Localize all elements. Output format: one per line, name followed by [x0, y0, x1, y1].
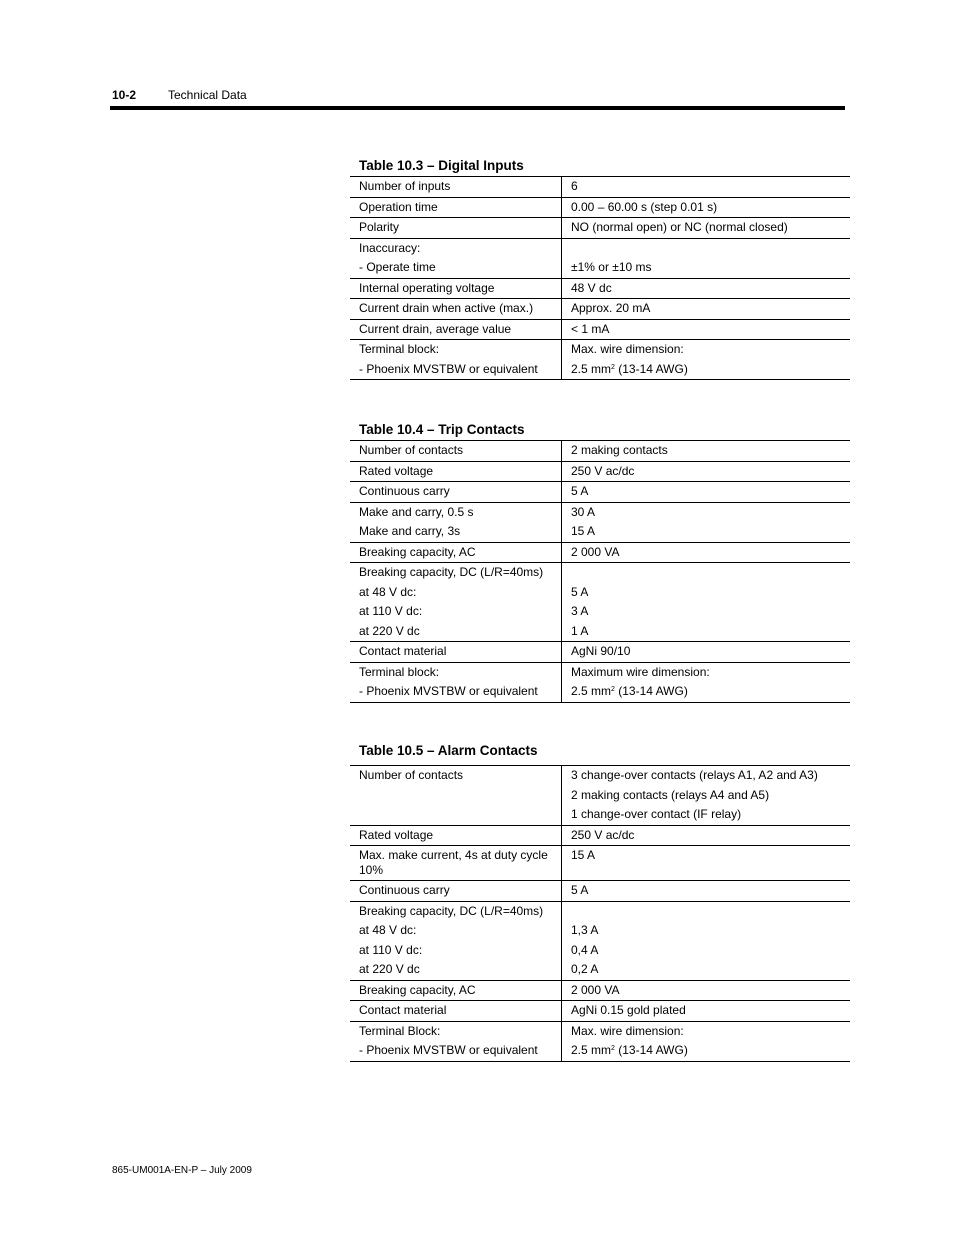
- key-text: Make and carry, 3s: [359, 524, 461, 538]
- value-part: 2.5 mm: [571, 1043, 612, 1057]
- value-text: 2 000 VA: [571, 982, 620, 997]
- table-value: [562, 238, 851, 278]
- table-row: [350, 502, 850, 542]
- value-text: NO (normal open) or NC (normal closed): [571, 220, 788, 234]
- table-alarm-contacts: [350, 741, 850, 1062]
- table-value: [562, 1001, 851, 1022]
- key-text: Breaking capacity, DC (L/R=40ms): [359, 903, 544, 918]
- key-text: Inaccuracy:: [359, 240, 421, 255]
- table-key: [350, 441, 562, 462]
- value-text: 5 A: [571, 484, 589, 498]
- table-row: [350, 901, 850, 980]
- table-caption: Table 10.5 – Alarm Contacts: [359, 743, 538, 758]
- table-value: [562, 846, 851, 881]
- key-text: - Operate time: [359, 260, 436, 274]
- value-text: 0.00 – 60.00 s (step 0.01 s): [571, 199, 718, 214]
- table-key: [350, 218, 562, 239]
- table-key: [350, 482, 562, 503]
- table-row: [350, 662, 850, 702]
- superscript: 2: [611, 363, 615, 371]
- value-text: 1 change-over contact (IF relay): [571, 807, 742, 821]
- value-text: AgNi 0.15 gold plated: [571, 1003, 686, 1017]
- table-row: [350, 642, 850, 663]
- table-row: [350, 441, 850, 462]
- table-key: [350, 881, 562, 902]
- value-text: 30 A: [571, 504, 596, 519]
- table-digital-inputs: [350, 156, 850, 380]
- key-text: Breaking capacity, AC: [359, 982, 476, 997]
- key-text: - Phoenix MVSTBW or equivalent: [359, 684, 538, 698]
- value-text: AgNi 90/10: [571, 644, 631, 658]
- value-text: 5 A: [571, 584, 589, 599]
- table-value: [562, 542, 851, 563]
- table-row: [350, 766, 850, 826]
- key-text: at 220 V dc: [359, 623, 420, 638]
- key-text: Number of contacts: [359, 768, 464, 782]
- key-text: Breaking capacity, DC (L/R=40ms): [359, 565, 544, 579]
- table-key: [350, 1021, 562, 1061]
- value-text: [571, 563, 850, 583]
- value-text: 1,3 A: [571, 923, 599, 937]
- table-value: [562, 482, 851, 503]
- value-text: 3 change-over contacts (relays A1, A2 and A3): [571, 768, 818, 782]
- key-text: Number of contacts: [359, 443, 464, 457]
- key-text: - Phoenix MVSTBW or equivalent: [359, 361, 538, 376]
- table-row: [350, 1001, 850, 1022]
- value-text: 5 A: [571, 883, 589, 897]
- table-key: [350, 461, 562, 482]
- table-key: [350, 662, 562, 702]
- value-text: 3 A: [571, 604, 589, 618]
- table-row: [350, 238, 850, 278]
- value-part: (13-14 AWG): [618, 1043, 688, 1057]
- table-row: [350, 825, 850, 846]
- value-text: 2 000 VA: [571, 544, 620, 559]
- key-text: at 110 V dc:: [359, 604, 423, 618]
- value-text: [571, 682, 850, 702]
- table-value: [562, 980, 851, 1001]
- key-text: Contact material: [359, 1003, 447, 1017]
- table-row: [350, 1021, 850, 1061]
- table-row: [350, 197, 850, 218]
- table-value: [562, 299, 851, 320]
- table-value: [562, 278, 851, 299]
- table-row: [350, 461, 850, 482]
- value-text: 48 V dc: [571, 280, 612, 295]
- key-text: Rated voltage: [359, 827, 434, 842]
- value-text: 1 A: [571, 623, 589, 638]
- key-text: Current drain, average value: [359, 321, 512, 336]
- table-row: [350, 319, 850, 340]
- value-text: 15 A: [571, 848, 596, 862]
- value-part: 2.5 mm: [571, 684, 612, 698]
- table-row: [350, 542, 850, 563]
- key-text: Breaking capacity, AC: [359, 544, 476, 559]
- header-rule: [110, 106, 845, 110]
- value-text: 2 making contacts: [571, 443, 668, 457]
- page-footer: 865-UM001A-EN-P – July 2009: [112, 1165, 252, 1176]
- table-key: [350, 563, 562, 642]
- table-key: [350, 846, 562, 881]
- table-key: [350, 542, 562, 563]
- value-part: 2.5 mm: [571, 361, 612, 376]
- key-text: Number of inputs: [359, 179, 451, 193]
- key-text: Continuous carry: [359, 883, 450, 897]
- value-text: [571, 1041, 850, 1061]
- section-title: Technical Data: [168, 88, 247, 102]
- table-key: [350, 825, 562, 846]
- table-value: [562, 1021, 851, 1061]
- value-text: 0,4 A: [571, 942, 599, 957]
- value-text: [571, 239, 850, 259]
- table-row: [350, 177, 850, 198]
- key-text: at 220 V dc: [359, 962, 420, 976]
- key-text: at 48 V dc:: [359, 584, 417, 599]
- table-key: [350, 980, 562, 1001]
- value-text: ±1% or ±10 ms: [571, 260, 652, 274]
- table-row: [350, 563, 850, 642]
- table-row: [350, 980, 850, 1001]
- key-text: Operation time: [359, 199, 438, 214]
- table-value: [562, 177, 851, 198]
- table-value: [562, 197, 851, 218]
- value-text: 250 V ac/dc: [571, 827, 635, 842]
- value-text: Max. wire dimension:: [571, 342, 684, 356]
- table-value: [562, 881, 851, 902]
- table-row: [350, 299, 850, 320]
- table-key: [350, 177, 562, 198]
- value-text: [571, 360, 850, 380]
- table-key: [350, 901, 562, 980]
- page-number: 10-2: [112, 88, 137, 102]
- superscript: 2: [611, 686, 615, 693]
- table-value: [562, 901, 851, 980]
- key-text: Terminal Block:: [359, 1023, 441, 1038]
- table-value: [562, 825, 851, 846]
- value-part: (13-14 AWG): [618, 684, 688, 698]
- value-text: Maximum wire dimension:: [571, 664, 710, 679]
- value-text: < 1 mA: [571, 321, 610, 336]
- value-text: Max. wire dimension:: [571, 1023, 684, 1038]
- key-text: Continuous carry: [359, 484, 450, 498]
- table-trip-contacts: [350, 420, 850, 703]
- value-text: 6: [571, 179, 578, 193]
- value-text: 2 making contacts (relays A4 and A5): [571, 787, 770, 802]
- key-text: Make and carry, 0.5 s: [359, 504, 474, 519]
- table-key: [350, 642, 562, 663]
- table-key: [350, 319, 562, 340]
- key-text: Terminal block:: [359, 664, 440, 679]
- value-part: (13-14 AWG): [618, 361, 688, 376]
- key-text: at 110 V dc:: [359, 942, 423, 957]
- table-row: [350, 846, 850, 881]
- table-value: [562, 502, 851, 542]
- table-row: [350, 218, 850, 239]
- table-key: [350, 502, 562, 542]
- table-key: [350, 197, 562, 218]
- table-key: [350, 299, 562, 320]
- table-body: [350, 765, 850, 1062]
- table-caption: Table 10.4 – Trip Contacts: [359, 422, 525, 437]
- table-value: [562, 461, 851, 482]
- table-value: [562, 563, 851, 642]
- table-key: [350, 340, 562, 380]
- table-body: [350, 440, 850, 703]
- value-text: 0,2 A: [571, 962, 599, 976]
- table-key: [350, 1001, 562, 1022]
- key-text: Rated voltage: [359, 463, 434, 478]
- table-value: [562, 441, 851, 462]
- key-text: - Phoenix MVSTBW or equivalent: [359, 1043, 538, 1057]
- table-row: [350, 278, 850, 299]
- key-text: Max. make current, 4s at duty cycle 10%: [359, 848, 548, 877]
- superscript: 2: [611, 1045, 615, 1052]
- table-key: [350, 238, 562, 278]
- key-text: Polarity: [359, 220, 400, 234]
- table-value: [562, 218, 851, 239]
- value-text: 250 V ac/dc: [571, 463, 635, 478]
- table-value: [562, 662, 851, 702]
- table-body: [350, 176, 850, 380]
- key-text: Terminal block:: [359, 342, 440, 356]
- value-text: Approx. 20 mA: [571, 301, 651, 315]
- value-text: [571, 902, 850, 922]
- key-text: Current drain when active (max.): [359, 301, 534, 315]
- key-text: Contact material: [359, 644, 447, 658]
- value-text: 15 A: [571, 524, 596, 538]
- table-caption: Table 10.3 – Digital Inputs: [359, 158, 524, 173]
- table-row: [350, 340, 850, 380]
- key-text: at 48 V dc:: [359, 923, 417, 937]
- table-row: [350, 482, 850, 503]
- table-key: [350, 766, 562, 826]
- table-value: [562, 642, 851, 663]
- table-value: [562, 319, 851, 340]
- table-row: [350, 881, 850, 902]
- table-key: [350, 278, 562, 299]
- table-value: [562, 340, 851, 380]
- key-text: Internal operating voltage: [359, 280, 495, 295]
- table-value: [562, 766, 851, 826]
